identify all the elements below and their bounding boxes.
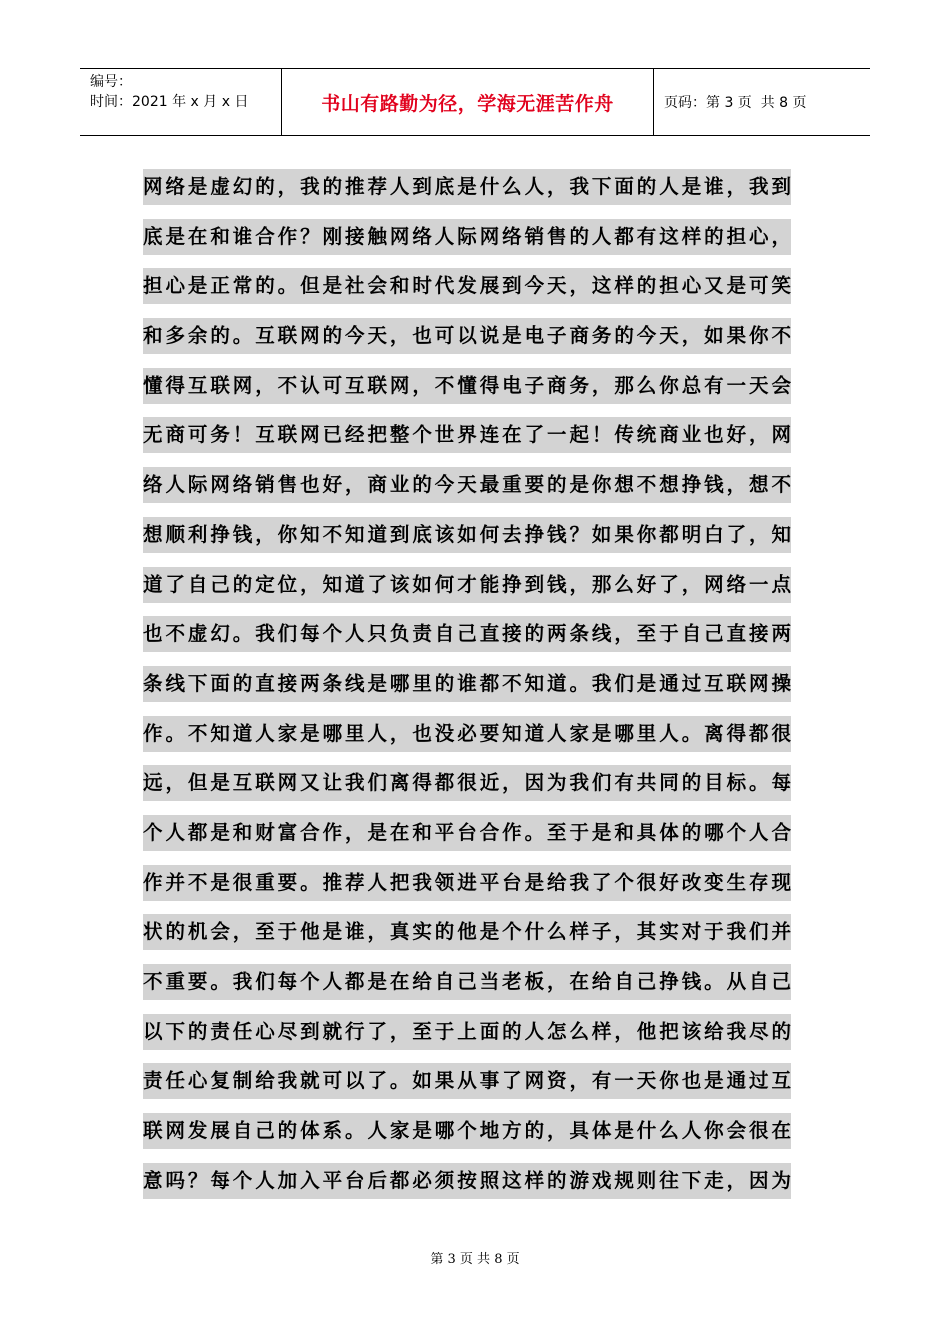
text-line: 不重要。我们每个人都是在给自己当老板，在给自己挣钱。从自己: [143, 957, 793, 1007]
text-line: 担心是正常的。但是社会和时代发展到今天，这样的担心又是可笑: [143, 261, 793, 311]
number-label: 编号：: [90, 74, 132, 90]
header-page-info-cell: [654, 69, 870, 135]
time-label: 时间：2021 年 x 月 x 日: [90, 94, 249, 110]
text-line: 懂得互联网，不认可互联网，不懂得电子商务，那么你总有一天会: [143, 361, 793, 411]
header-page-info: 页码：第 3 页 共 8 页: [664, 95, 807, 111]
text-line: 联网发展自己的体系。人家是哪个地方的，具体是什么人你会很在: [143, 1106, 793, 1156]
body-paragraph: [143, 162, 793, 1205]
text-line: 责任心复制给我就可以了。如果从事了网资，有一天你也是通过互: [143, 1056, 793, 1106]
text-line: 以下的责任心尽到就行了，至于上面的人怎么样，他把该给我尽的: [143, 1007, 793, 1057]
text-line: 状的机会，至于他是谁，真实的他是个什么样子，其实对于我们并: [143, 907, 793, 957]
text-line: 作并不是很重要。推荐人把我领进平台是给我了个很好改变生存现: [143, 858, 793, 908]
text-line: 网络是虚幻的，我的推荐人到底是什么人，我下面的人是谁，我到: [143, 162, 793, 212]
text-line: 道了自己的定位，知道了该如何才能挣到钱，那么好了，网络一点: [143, 560, 793, 610]
text-line: 条线下面的直接两条线是哪里的谁都不知道。我们是通过互联网操: [143, 659, 793, 709]
document-header: [80, 68, 870, 136]
text-line: 底是在和谁合作？刚接触网络人际网络销售的人都有这样的担心，: [143, 212, 793, 262]
text-line: 络人际网络销售也好，商业的今天最重要的是你想不想挣钱，想不: [143, 460, 793, 510]
text-line: 意吗？每个人加入平台后都必须按照这样的游戏规则往下走，因为: [143, 1156, 793, 1206]
text-line: 个人都是和财富合作，是在和平台合作。至于是和具体的哪个人合: [143, 808, 793, 858]
text-line: 想顺利挣钱，你知不知道到底该如何去挣钱？如果你都明白了，知: [143, 510, 793, 560]
header-motto: 书山有路勤为径，学海无涯苦作舟: [282, 69, 654, 135]
page-footer: 第 3 页 共 8 页: [430, 1252, 520, 1267]
header-meta-cell: [80, 69, 282, 135]
text-line: 远，但是互联网又让我们离得都很近，因为我们有共同的目标。每: [143, 758, 793, 808]
text-line: 也不虚幻。我们每个人只负责自己直接的两条线，至于自己直接两: [143, 609, 793, 659]
text-line: 和多余的。互联网的今天，也可以说是电子商务的今天，如果你不: [143, 311, 793, 361]
text-line: 无商可务！互联网已经把整个世界连在了一起！传统商业也好，网: [143, 410, 793, 460]
text-line: 作。不知道人家是哪里人，也没必要知道人家是哪里人。离得都很: [143, 709, 793, 759]
